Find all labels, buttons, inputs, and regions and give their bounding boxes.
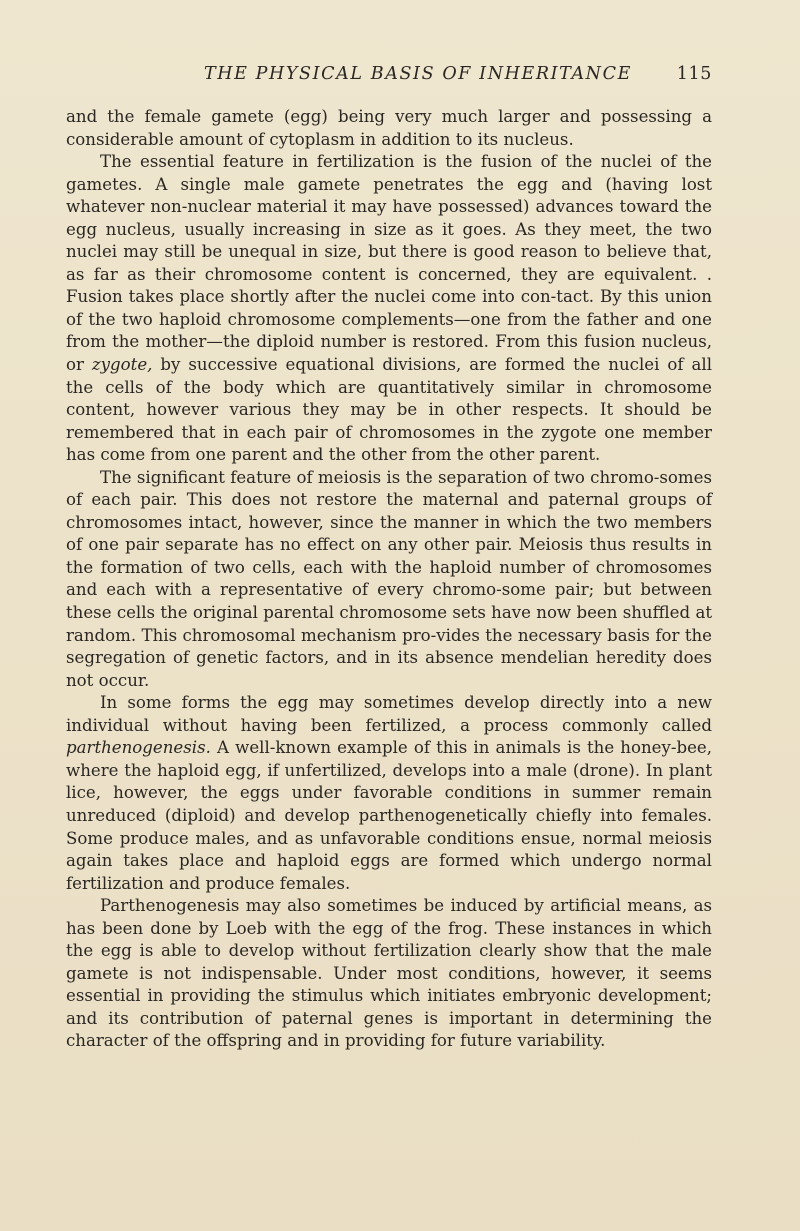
paragraph-parthenogenesis (66, 692, 712, 895)
text-segment: and the female gamete (egg) being very much larger and possessing a considerable amount of cytoplasm in addition to its nucleus. (66, 107, 712, 149)
text-segment: The significant feature of meiosis is the separation of two chromo-somes of each pair. This does not restore the maternal and paternal groups of chromosomes intact, however, since the manner in which the two members of one pair separate has no effect on any other pair. Meiosis thus results in the formation of two cells, each with the haploid number of chromosomes and each with a representative of every chromo-some pair; but between these cells the original parental chromosome sets have now been shuffled at random. This chromosomal mechanism pro-vides the necessary basis for the segregation of genetic factors, and in its absence mendelian heredity does not occur. (66, 467, 712, 690)
text-segment: In some forms the egg may sometimes develop directly into a new individual without having been fertilized, a process commonly called (66, 693, 712, 735)
running-head (66, 64, 712, 92)
running-title: THE PHYSICAL BASIS OF INHERITANCE (204, 64, 632, 84)
paragraph-meiosis (66, 467, 712, 692)
term-zygote: zygote, (91, 355, 153, 375)
text-segment: by successive equational divisions, are formed the nuclei of all the cells of the body which are quantitatively similar in chromosome content, however various they may be in other respects. It should be remembered that in each pair of chromosomes in the zygote one member has come from one parent and the other from the other parent. (66, 355, 713, 465)
text-segment: The essential feature in fertilization is the fusion of the nuclei of the gametes. A single male gamete penetrates the egg and (having lost whatever non-nuclear material it may have possessed) advances toward the egg nucleus, usually increasing in size as it goes. As they meet, the two nuclei may still be unequal in size, but there is good reason to believe that, as far as their chromosome content is concerned, they are equivalent. . Fusion takes place shortly after the nuclei come into con-tact. By this union of the two haploid chromosome complements—one from the father and one from the mother—the diploid number is restored. From this fusion nucleus, or (66, 152, 712, 375)
body-text (66, 106, 712, 1053)
text-segment: A well-known example of this in animals is the honey-bee, where the haploid egg, if unfertilized, develops into a male (drone). In plant lice, however, the eggs under favorable conditions in summer remain unreduced (diploid) and develop parthenogenetically chiefly into females. Some produce males, and as unfavorable conditions ensue, normal meiosis again takes place and haploid eggs are formed which undergo normal fertilization and produce females. (66, 738, 712, 893)
paragraph-artificial-parthenogenesis (66, 895, 712, 1053)
term-parthenogenesis: parthenogenesis. (66, 738, 211, 758)
paragraph-continuation (66, 106, 712, 151)
page-number: 115 (676, 64, 712, 84)
text-segment: Parthenogenesis may also sometimes be induced by artificial means, as has been done by Loeb with the egg of the frog. These instances in which the egg is able to develop without fertilization clearly show that the male gamete is not indispensable. Under most conditions, however, it seems essential in providing the stimulus which initiates embryonic development; and its contribution of paternal genes is important in determining the character of the offspring and in providing for future variability. (66, 896, 712, 1051)
paragraph-fertilization (66, 151, 712, 467)
